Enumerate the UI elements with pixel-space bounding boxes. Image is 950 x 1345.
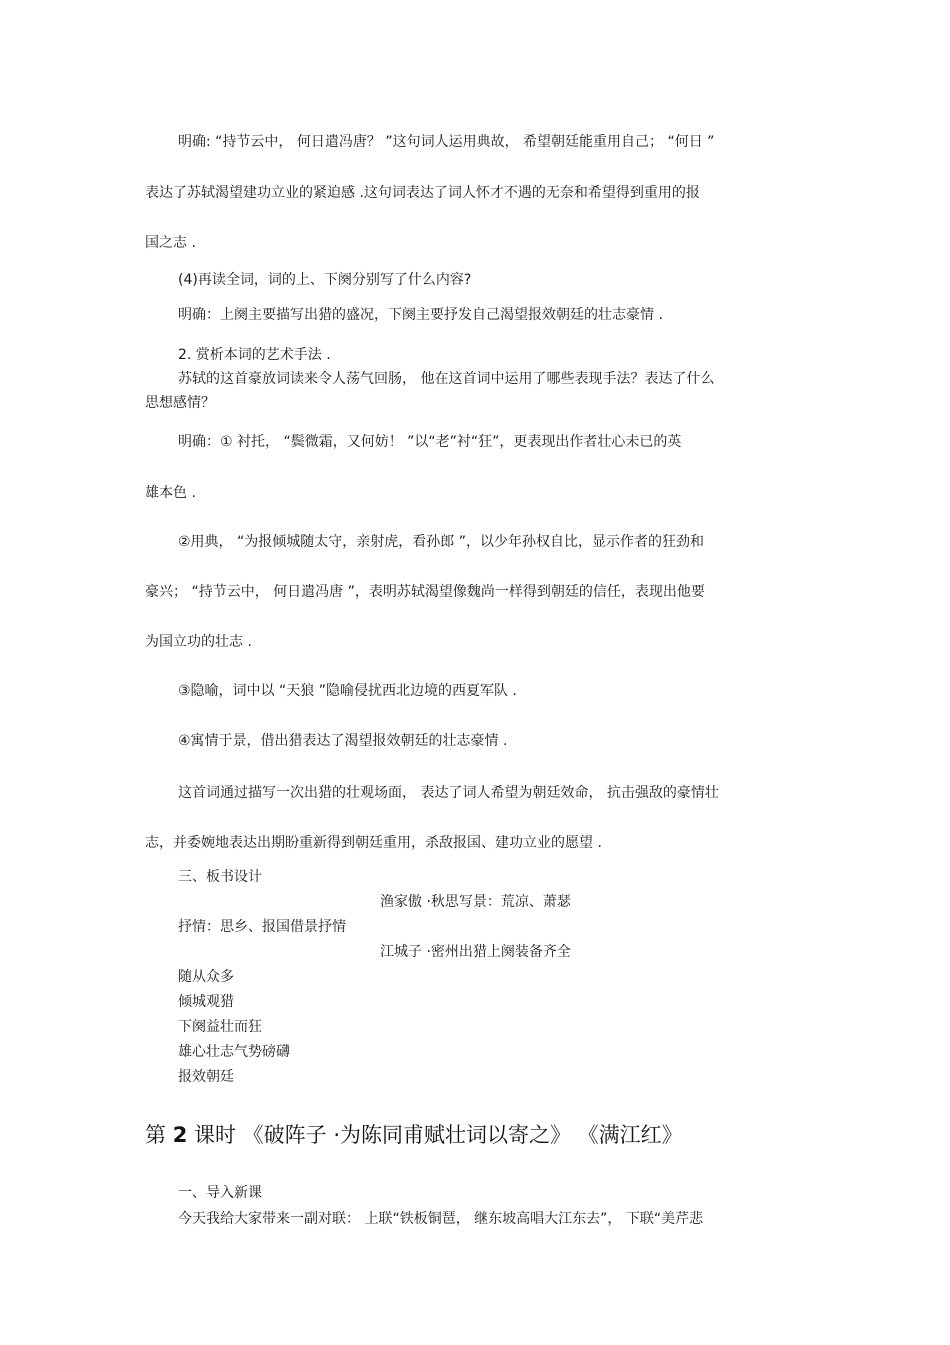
- paragraph-line: ④寓情于景，借出猎表达了渴望报效朝廷的壮志豪情 .: [178, 733, 508, 749]
- lesson-number: 2: [172, 1123, 188, 1147]
- board-design-line: 雄心壮志气势磅礴: [178, 1044, 290, 1060]
- paragraph-line: 雄本色 .: [145, 485, 196, 501]
- paragraph-line: 今天我给大家带来一副对联： 上联“铁板铜琶， 继东坡高唱大江东去”， 下联“美芹悲: [178, 1211, 704, 1227]
- lesson-title-text: 课时 《破阵子 ·为陈同甫赋壮词以寄之》 《满江红》: [187, 1123, 683, 1147]
- board-design-line: 随从众多: [178, 969, 234, 985]
- section-heading: 三、板书设计: [178, 869, 262, 885]
- paragraph-line: (4)再读全词，词的上、下阕分别写了什么内容?: [178, 272, 472, 288]
- lesson-title: [145, 1122, 683, 1148]
- board-design-line: 渔家傲 ·秋思写景：荒凉、萧瑟: [380, 894, 571, 910]
- paragraph-line: 志，并委婉地表达出期盼重新得到朝廷重用，杀敌报国、建功立业的愿望 .: [145, 835, 602, 851]
- paragraph-line: ③隐喻，词中以 “天狼 ”隐喻侵扰西北边境的西夏军队 .: [178, 683, 517, 699]
- board-design-line: 江城子 ·密州出猎上阕装备齐全: [380, 944, 571, 960]
- paragraph-line: 这首词通过描写一次出猎的壮观场面， 表达了词人希望为朝廷效命， 抗击强敌的豪情壮: [178, 785, 719, 801]
- paragraph-line: 明确：上阕主要描写出猎的盛况，下阕主要抒发自己渴望报效朝廷的壮志豪情 .: [178, 307, 663, 323]
- lesson-title-prefix: 第: [145, 1123, 173, 1147]
- board-design-line: 下阕益壮而狂: [178, 1019, 262, 1035]
- board-design-line: 报效朝廷: [178, 1069, 234, 1085]
- paragraph-line: 国之志 .: [145, 235, 196, 251]
- paragraph-line: 豪兴； “持节云中， 何日遣冯唐 ”，表明苏轼渴望像魏尚一样得到朝廷的信任，表现出他要: [145, 584, 705, 600]
- paragraph-line: 为国立功的壮志 .: [145, 634, 252, 650]
- paragraph-line: 苏轼的这首豪放词读来令人荡气回肠， 他在这首词中运用了哪些表现手法？表达了什么: [178, 371, 715, 387]
- paragraph-line: 思想感情？: [145, 395, 215, 411]
- board-design-line: 倾城观猎: [178, 994, 234, 1010]
- paragraph-line: ②用典， “为报倾城随太守，亲射虎，看孙郎 ”，以少年孙权自比，显示作者的狂劲和: [178, 534, 704, 550]
- paragraph-line: 明确：① 衬托， “鬓微霜，又何妨！ ”以“老”衬“狂”，更表现出作者壮心未已的英: [178, 434, 682, 450]
- paragraph-line: 表达了苏轼渴望建功立业的紧迫感 .这句词表达了词人怀才不遇的无奈和希望得到重用的报: [145, 185, 700, 201]
- paragraph-line: 明确: “持节云中， 何日遣冯唐？ ”这句词人运用典故， 希望朝廷能重用自己； “何日 ”: [178, 134, 715, 150]
- section-heading: 2. 赏析本词的艺术手法 .: [178, 347, 331, 363]
- board-design-line: 抒情：思乡、报国借景抒情: [178, 919, 346, 935]
- section-heading: 一、导入新课: [178, 1185, 262, 1201]
